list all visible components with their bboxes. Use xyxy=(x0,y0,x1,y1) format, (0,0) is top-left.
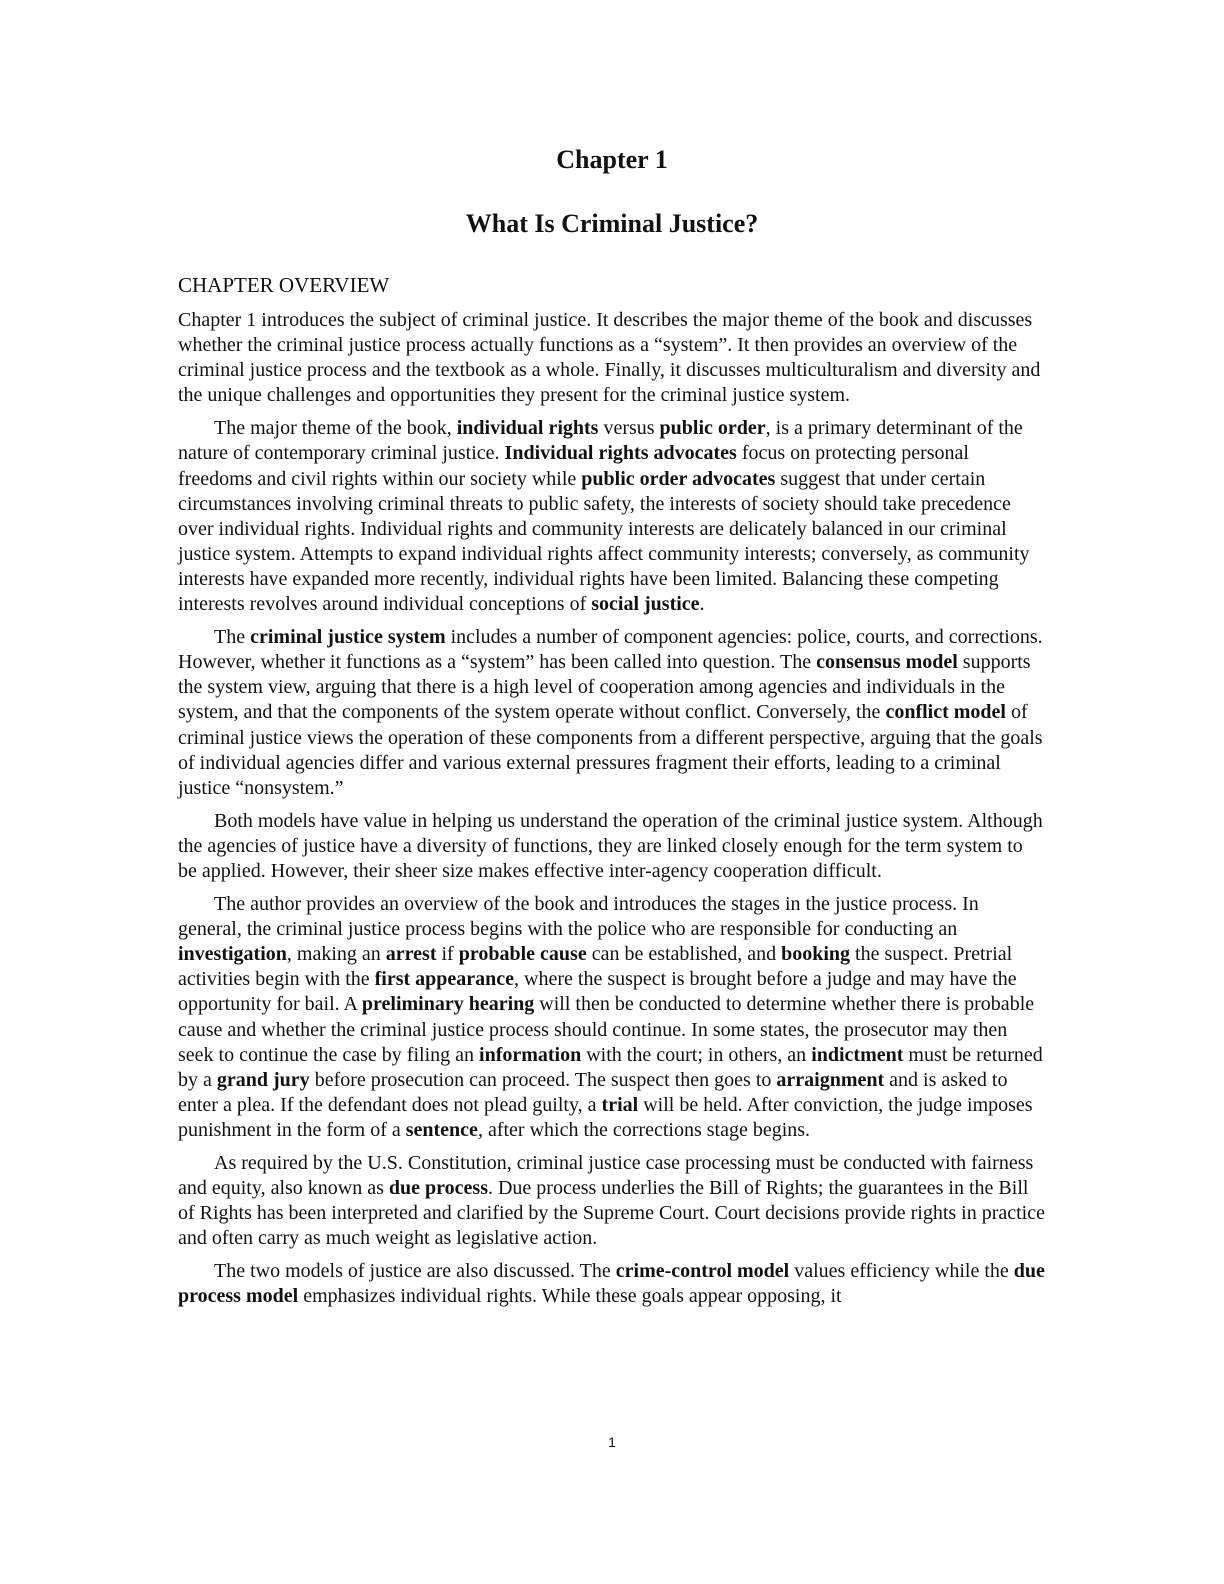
text-run: must be returned by a xyxy=(178,1043,1043,1091)
text-run: The xyxy=(214,626,251,649)
text-run: of criminal justice views the operation of these components from a different perspective, arguing that the goals of individual agencies differ and various external pressures fragment their efforts, leading to a criminal justice “nonsystem.” xyxy=(178,701,1043,799)
text-run: Both models have value in helping us understand the operation of the criminal justice system. Although the agencies of justice have a diversity of functions, they are linked closely enough for the term system to be applied. However, their sheer size makes effective inter-agency cooperation difficult. xyxy=(178,809,1043,882)
key-term: criminal justice system xyxy=(250,626,446,649)
text-run: , making an xyxy=(286,943,386,966)
page-number: 1 xyxy=(608,1434,616,1450)
text-run: focus on protecting personal freedoms and civil rights within our society while xyxy=(178,442,969,490)
key-term: consensus model xyxy=(816,651,958,674)
key-term: probable cause xyxy=(458,943,587,966)
key-term: investigation xyxy=(178,943,287,966)
overview-paragraph xyxy=(178,1151,1046,1251)
text-run: , after which the corrections stage begins. xyxy=(477,1118,811,1141)
overview-paragraph xyxy=(178,809,1046,884)
text-run: the suspect. Pretrial activities begin with the xyxy=(178,943,1013,991)
key-term: crime-control model xyxy=(615,1260,790,1283)
text-run: The two models of justice are also discussed. The xyxy=(214,1260,616,1283)
overview-paragraph xyxy=(178,1259,1046,1309)
overview-paragraph xyxy=(178,416,1046,617)
text-run: The major theme of the book, xyxy=(214,417,457,440)
overview-paragraph xyxy=(178,892,1046,1143)
key-term: indictment xyxy=(811,1043,904,1066)
key-term: Individual rights advocates xyxy=(504,442,737,465)
text-run: supports the system view, arguing that there is a high level of cooperation among agencies and individuals in the system, and that the components of the system operate without conflict. Conversely, the xyxy=(178,651,1031,724)
text-run: . Due process underlies the Bill of Rights; the guarantees in the Bill of Rights has been interpreted and clarified by the Supreme Court. Court decisions provide rights in practice and often carry as much weight as legislative action. xyxy=(178,1177,1045,1250)
key-term: arrest xyxy=(385,943,437,966)
key-term: public order xyxy=(659,417,766,440)
overview-paragraph xyxy=(178,308,1046,408)
chapter-number: Chapter 1 xyxy=(556,145,668,174)
text-run: . xyxy=(699,593,705,616)
key-term: social justice xyxy=(591,593,700,616)
text-run: will be held. After conviction, the judge imposes punishment in the form of a xyxy=(178,1093,1033,1141)
key-term: preliminary hearing xyxy=(361,993,535,1016)
key-term: first appearance xyxy=(374,968,515,991)
key-term: individual rights xyxy=(456,417,599,440)
key-term: due process xyxy=(388,1177,488,1200)
text-run: can be established, and xyxy=(586,943,782,966)
text-run: includes a number of component agencies: police, courts, and corrections. However, whether it functions as a “system” has been called into question. The xyxy=(178,626,1043,674)
chapter-title: What Is Criminal Justice? xyxy=(465,209,759,238)
key-term: information xyxy=(479,1043,582,1066)
text-run: emphasizes individual rights. While these goals appear opposing, it xyxy=(298,1285,842,1308)
section-heading: CHAPTER OVERVIEW xyxy=(178,273,390,297)
text-run: As required by the U.S. Constitution, criminal justice case processing must be conducted with fairness and equity, also known as xyxy=(178,1152,1034,1200)
text-run: before prosecution can proceed. The suspect then goes to xyxy=(309,1068,777,1091)
text-run: values efficiency while the xyxy=(789,1260,1014,1283)
key-term: grand jury xyxy=(216,1068,310,1091)
text-run: versus xyxy=(598,417,660,440)
key-term: booking xyxy=(781,943,851,966)
overview-paragraph xyxy=(178,625,1046,801)
text-run: will then be conducted to determine whether there is probable cause and whether the criminal justice process should continue. In some states, the prosecutor may then seek to continue the case by filing an xyxy=(178,993,1035,1066)
text-run: suggest that under certain circumstances involving criminal threats to public safety, the interests of society should take precedence over individual rights. Individual rights and community interests are delicately balanced in our criminal justice system. Attempts to expand individual rights affect community interests; conversely, as community interests have expanded more recently, individual rights have been limited. Balancing these competing interests revolves around individual conceptions of xyxy=(178,467,1030,616)
key-term: public order advocates xyxy=(581,467,776,490)
key-term: conflict model xyxy=(885,701,1006,724)
key-term: trial xyxy=(601,1093,639,1116)
text-run: and is asked to enter a plea. If the defendant does not plead guilty, a xyxy=(178,1068,1008,1116)
overview-body xyxy=(178,308,1046,1318)
text-run: , is a primary determinant of the nature of contemporary criminal justice. xyxy=(178,417,1023,465)
key-term: arraignment xyxy=(776,1068,885,1091)
text-run: Chapter 1 introduces the subject of criminal justice. It describes the major theme of the book and discusses whether the criminal justice process actually functions as a “system”. It then provides an overview of the criminal justice process and the textbook as a whole. Finally, it discusses multiculturalism and diversity and the unique challenges and opportunities they present for the criminal justice system. xyxy=(178,309,1041,407)
text-run: , where the suspect is brought before a judge and may have the opportunity for bail. A xyxy=(178,968,1017,1016)
text-run: with the court; in others, an xyxy=(581,1043,812,1066)
text-run: if xyxy=(436,943,459,966)
key-term: due process model xyxy=(178,1260,1045,1308)
text-run: The author provides an overview of the book and introduces the stages in the justice process. In general, the criminal justice process begins with the police who are responsible for conducting an xyxy=(178,893,979,941)
key-term: sentence xyxy=(405,1118,478,1141)
